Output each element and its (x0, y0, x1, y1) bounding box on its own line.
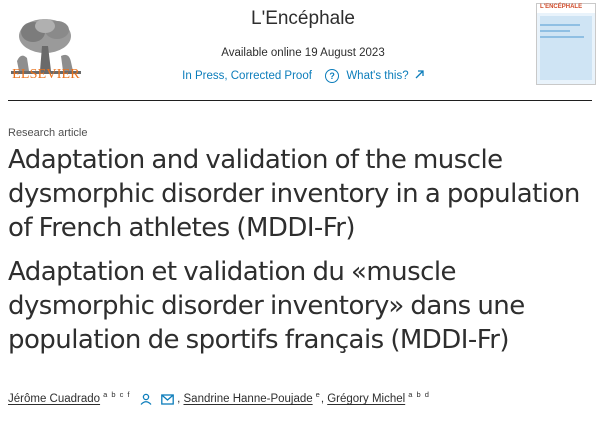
article-type: Research article (8, 127, 88, 139)
header-divider (8, 100, 592, 101)
article-title-english: Adaptation and validation of the muscle dysmorphic disorder inventory in a population of French athletes (MDDI-Fr) (8, 145, 580, 243)
cover-line (540, 36, 584, 38)
author-list: Jérôme Cuadrado $^{a b c f}$ , Sandrine Hanne-Poujade $^e$, Grégory Michel $^{a b d}$ (8, 390, 430, 408)
journal-title[interactable]: L'Encéphale (251, 8, 355, 29)
journal-cover-thumbnail[interactable] (536, 3, 596, 85)
article-title-french: Adaptation et validation du «muscle dysmorphic disorder inventory» dans une population de sportifs français (MDDI-Fr) (8, 257, 525, 355)
available-online-date: Available online 19 August 2023 (221, 47, 385, 59)
article-header (0, 0, 600, 100)
whats-this-link[interactable]: What's this? (346, 70, 409, 82)
author-link[interactable]: Jérôme Cuadrado (8, 393, 101, 405)
article-status-row (160, 69, 446, 83)
help-icon[interactable]: ? (325, 69, 339, 83)
author-link[interactable]: Sandrine Hanne-Poujade (183, 393, 313, 405)
author-link[interactable]: Grégory Michel (327, 393, 406, 405)
person-icon[interactable] (140, 393, 152, 408)
author-affiliations[interactable]: a b c f (103, 390, 131, 399)
in-press-link[interactable]: In Press, Corrected Proof (182, 70, 312, 82)
cover-title: L'ENCÉPHALE (540, 4, 583, 10)
author-affiliations[interactable]: e (315, 390, 321, 399)
cover-line (540, 30, 570, 32)
external-link-icon[interactable] (415, 70, 424, 82)
email-icon[interactable] (161, 394, 174, 408)
publisher-wordmark: ELSEVIER (12, 67, 80, 82)
author-affiliations[interactable]: a b d (408, 390, 430, 399)
cover-line (540, 24, 580, 26)
